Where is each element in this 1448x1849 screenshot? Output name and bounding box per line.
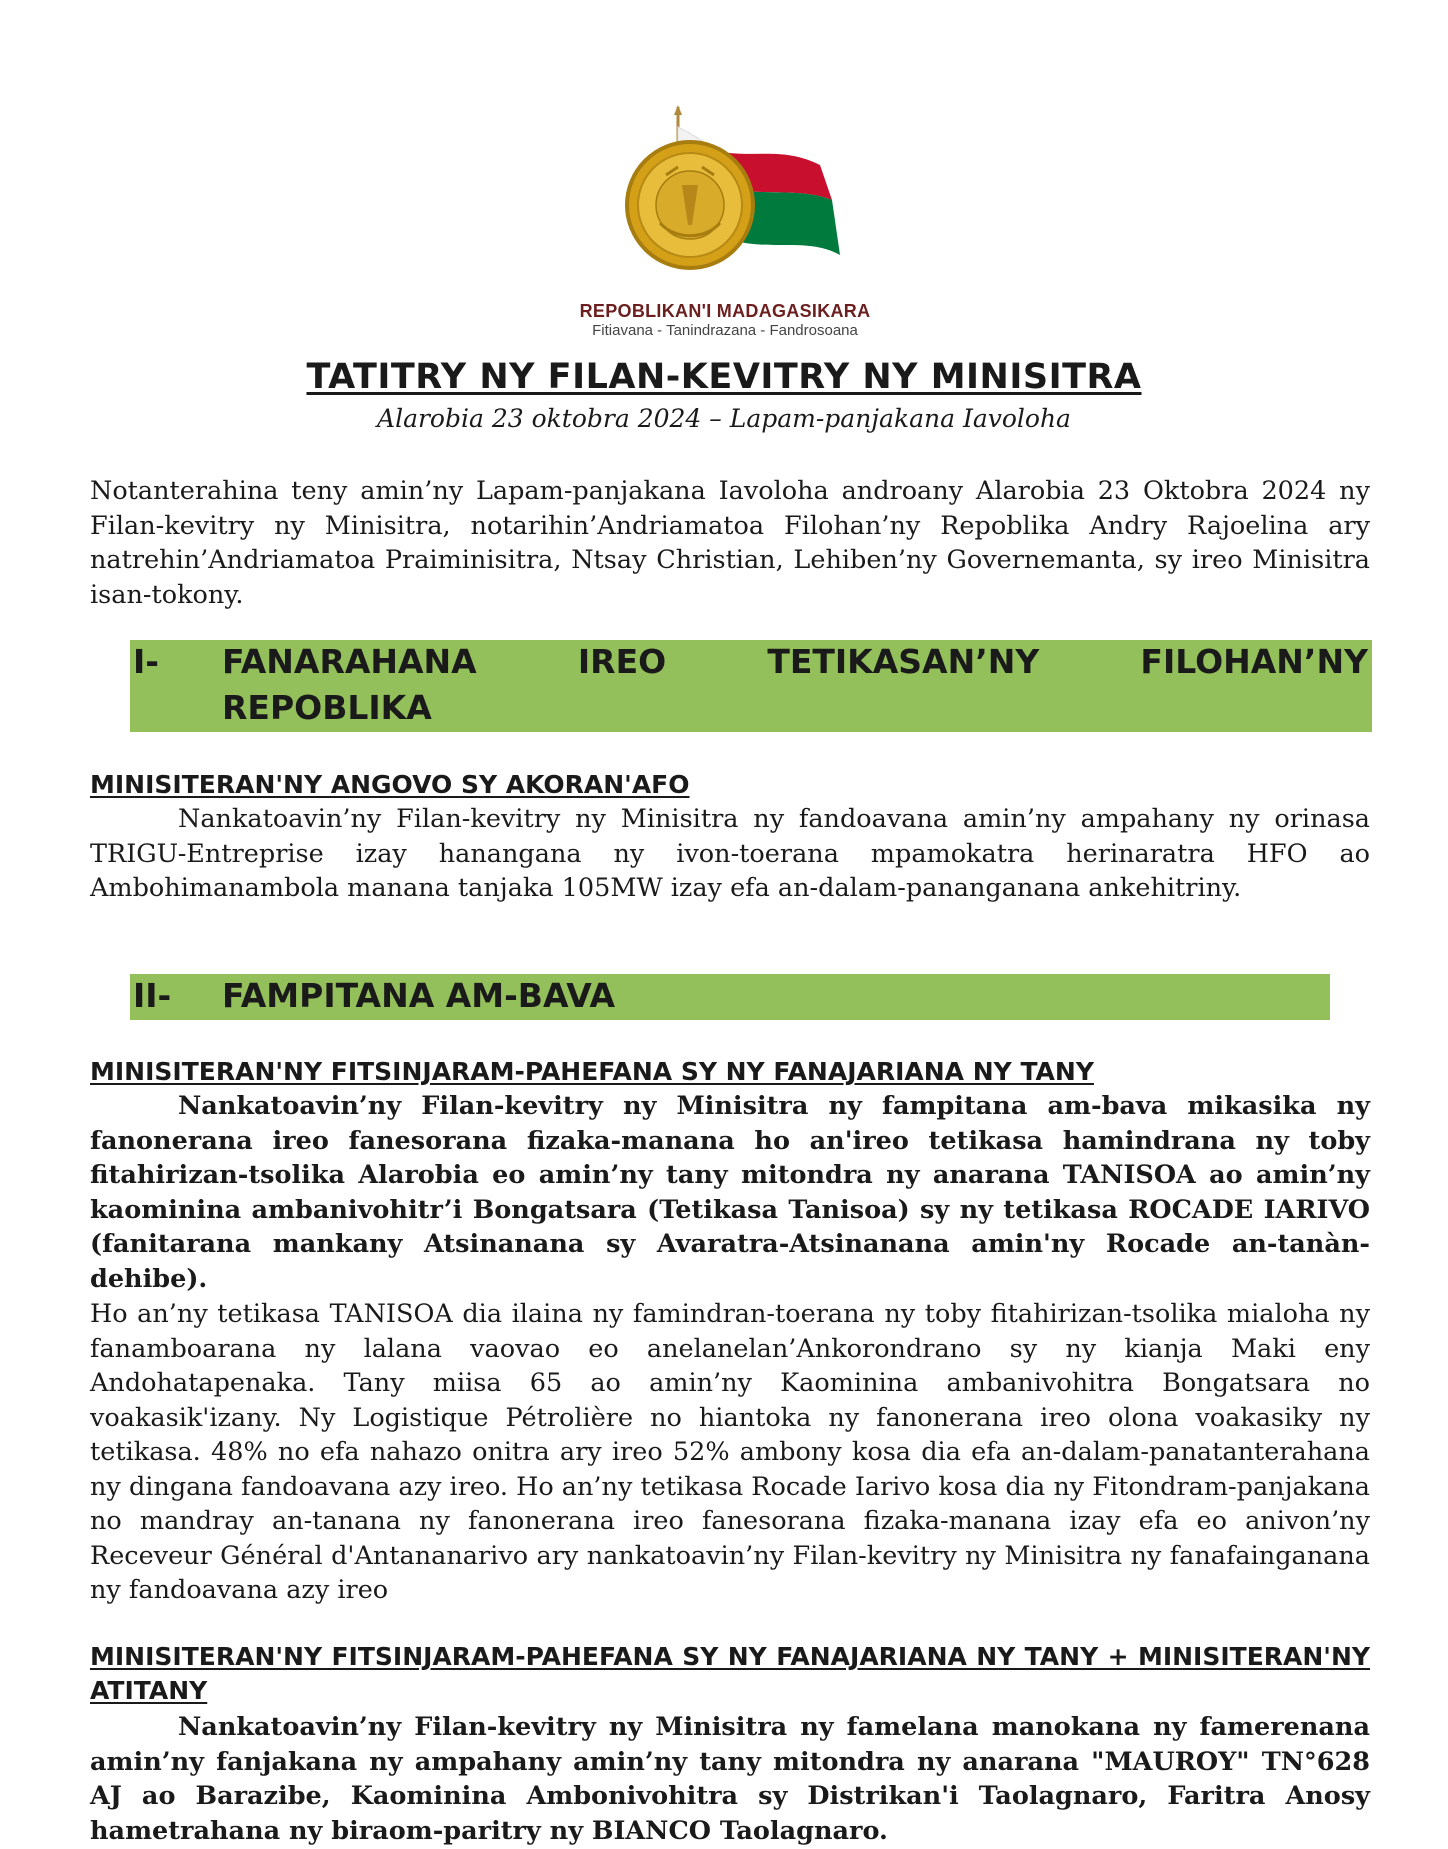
section-title-word: FILOHAN’NY [1140, 642, 1368, 681]
logo-motto: Fitiavana - Tanindrazana - Fandrosoana [592, 322, 858, 339]
section-title-word: IREO [577, 642, 667, 681]
intro-paragraph: Notanterahina teny amin’ny Lapam-panjakana Iavoloha androany Alarobia 23 Oktobra 2024 ny Filan-kevitry ny Minisitra, notarihin’Andriamatoa Filohan’ny Repoblika Andry Rajoelina ary natrehin’Andriamatoa Praiminisitra, Ntsay Christian, Lehiben’ny Governemanta, sy ireo Minisitra isan-tokony. [90, 476, 1370, 610]
section-title-line-2: REPOBLIKA [222, 688, 432, 727]
logo-country-name: REPOBLIKAN'I MADAGASIKARA [579, 301, 871, 321]
logo-caption [540, 300, 910, 340]
ministry-heading: MINISITERAN'NY FITSINJARAM-PAHEFANA SY NY FANAJARIANA NY TANY [90, 1057, 1094, 1086]
section-title-word: TETIKASAN’NY [767, 642, 1040, 681]
document-title: TATITRY NY FILAN-KEVITRY NY MINISITRA [306, 357, 1142, 397]
document-subtitle: Alarobia 23 oktobra 2024 – Lapam-panjakana Iavoloha [377, 404, 1071, 433]
section-title-word: FANARAHANA [222, 642, 477, 681]
section-number: II- [133, 976, 172, 1015]
section-2-bold-paragraph-2: Nankatoavin’ny Filan-kevitry ny Minisitra ny famelana manokana ny famerenana amin’ny fanjakana ny ampahany amin’ny tany mitondra ny anarana "MAUROY" TN°628 AJ ao Barazibe, Kaominina Ambonivohitra sy Distrikan'i Taolagnaro, Faritra Anosy hametrahana ny biraom-paritry ny BIANCO Taolagnaro. [90, 1712, 1370, 1846]
section-2-paragraph: Ho an’ny tetikasa TANISOA dia ilaina ny famindran-toerana ny toby fitahirizan-tsolika mialoha ny fanamboarana ny lalana vaovao eo anelanelan’Ankorondrano sy ny kianja Maki eny Andohatapenaka. Tany miisa 65 ao amin’ny Kaominina ambanivohitra Bongatsara no voakasik'izany. Ny Logistique Pétrolière no hiantoka ny fanonerana ireo olona voakasiky ny tetikasa. 48% no efa nahazo onitra ary ireo 52% ambony kosa dia efa an-dalam-panatanterahana ny dingana fandoavana azy ireo. Ho an’ny tetikasa Rocade Iarivo kosa dia ny Fitondram-panjakana no mandray an-tanana ny fanonerana ireo fanesorana fizaka-manana izay efa eo anivon’ny Receveur Général d'Antananarivo ary nankatoavin’ny Filan-kevitry ny Minisitra ny fanafainganana ny fandoavana azy ireo [90, 1299, 1370, 1605]
section-heading-1 [130, 640, 1372, 732]
section-title: FAMPITANA AM-BAVA [222, 976, 616, 1015]
ministry-heading: MINISITERAN'NY ANGOVO SY AKORAN'AFO [90, 770, 690, 799]
ministry-heading-combined: MINISITERAN'NY FITSINJARAM-PAHEFANA SY NY FANAJARIANA NY TANY + MINISITERAN'NY ATITANY [90, 1642, 1370, 1705]
section-1-paragraph: Nankatoavin’ny Filan-kevitry ny Minisitra ny fandoavana amin’ny ampahany ny orinasa TRIGU-Entreprise izay hanangana ny ivon-toerana mpamokatra herinaratra HFO ao Ambohimanambola manana tanjaka 105MW izay efa an-dalam-pananganana ankehitriny. [90, 804, 1370, 903]
section-number: I- [133, 642, 159, 681]
section-2-bold-paragraph: Nankatoavin’ny Filan-kevitry ny Minisitra ny fampitana am-bava mikasika ny fanonerana ireo fanesorana fizaka-manana ho an'ireo tetikasa hamindrana ny toby fitahirizan-tsolika Alarobia eo amin’ny tany mitondra ny anarana TANISOA ao amin’ny kaominina ambanivohitr’i Bongatsara (Tetikasa Tanisoa) sy ny tetikasa ROCADE IARIVO (fanitarana mankany Atsinanana sy Avaratra-Atsinanana amin'ny Rocade an-tanàn-dehibe). [90, 1091, 1370, 1294]
section-title-line-1 [222, 642, 1368, 681]
madagascar-seal-flag-logo [620, 105, 860, 310]
section-heading-2 [130, 974, 1330, 1020]
